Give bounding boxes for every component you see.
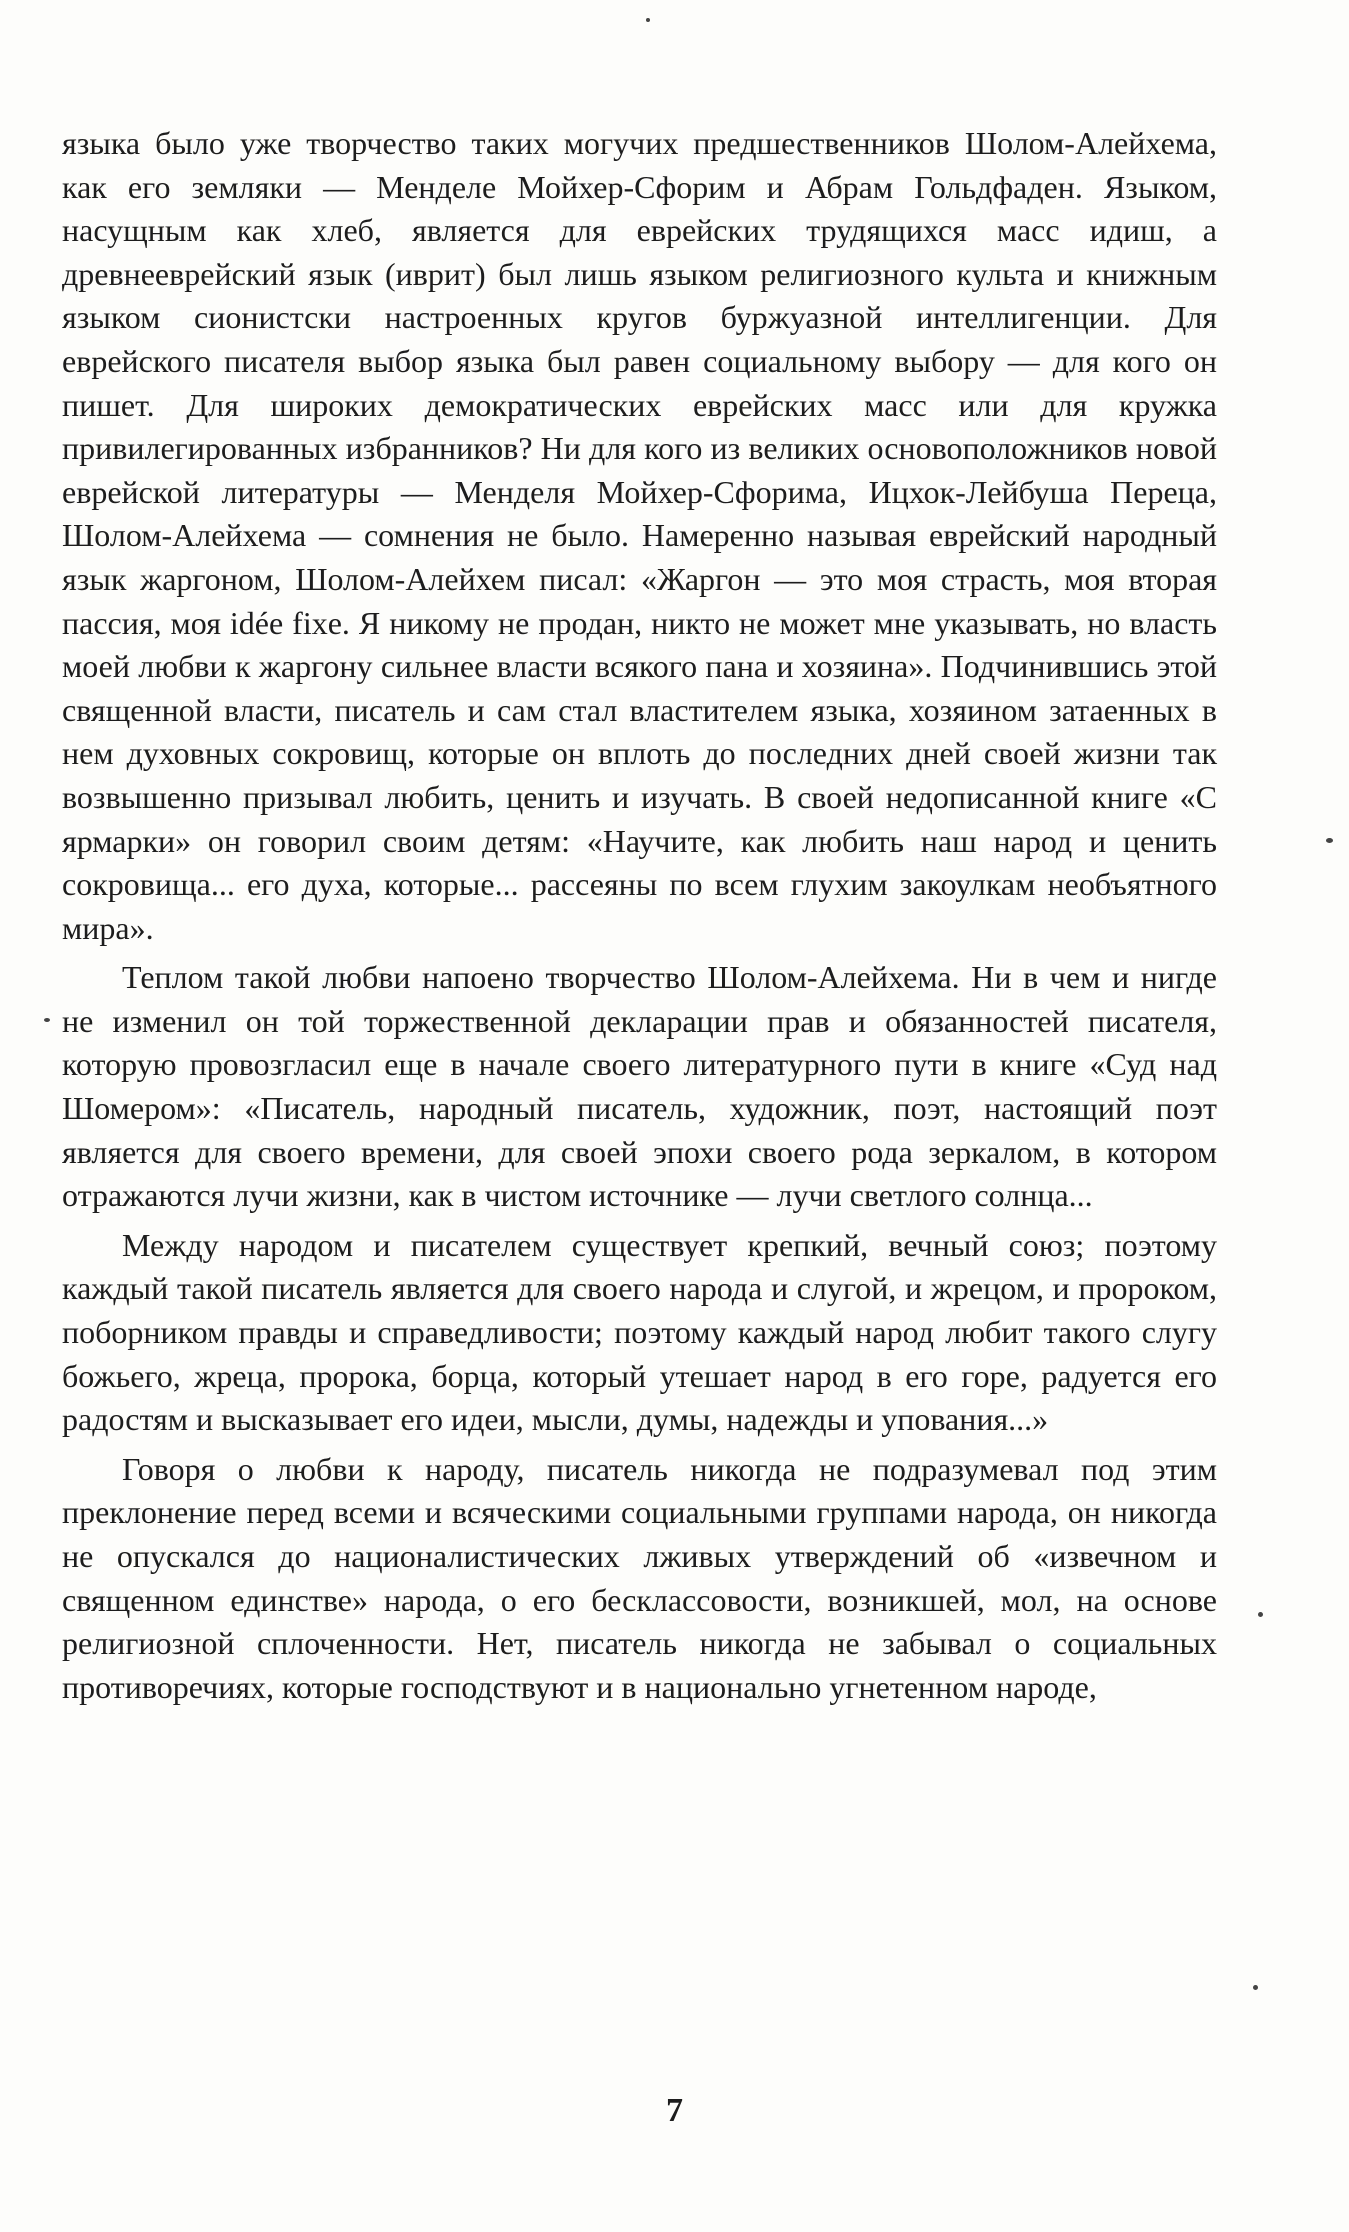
scan-speck bbox=[1326, 838, 1333, 843]
scan-speck bbox=[1253, 1985, 1258, 1990]
paragraph: Говоря о любви к народу, писатель никогда не подразумевал под этим преклонение перед всеми и всяческими социальными группами народа, он никогда не опускался до националистических лживых утверждений об «извечном и священном единстве» народа, о его бесклассовости, возникшей, мол, на основе религиозной сплоченности. Нет, писатель никогда не забывал о социальных противоречиях, которые господствуют и в национально угнетенном народе, bbox=[62, 1450, 1217, 1705]
page-number: 7 bbox=[666, 2092, 683, 2129]
paragraph: Между народом и писателем существует крепкий, вечный союз; поэтому каждый такой писатель является для своего народа и слугой, и жрецом, и пророком, поборником правды и справедливости; поэтому каждый народ любит такого слугу божьего, жреца, пророка, борца, который утешает народ в его горе, радуется его радостям и высказывает его идеи, мысли, думы, надежды и упования...» bbox=[62, 1226, 1217, 1438]
scan-speck bbox=[646, 18, 650, 22]
scan-speck bbox=[1258, 1612, 1263, 1617]
scan-speck bbox=[44, 1018, 50, 1022]
paragraph: Теплом такой любви напоено творчество Шолом-Алейхема. Ни в чем и нигде не изменил он той торжественной декларации прав и обязанностей писателя, которую провозгласил еще в начале своего литературного пути в книге «Суд над Шомером»: «Писатель, народный писатель, художник, поэт, настоящий поэт является для своего времени, для своей эпохи своего рода зеркалом, в котором отражаются лучи жизни, как в чистом источнике — лучи светлого солнца... bbox=[62, 959, 1217, 1214]
paragraph-continued: языка было уже творчество таких могучих предшественников Шолом-Алейхема, как его земляки — Менделе Мойхер-Сфорим и Абрам Гольдфаден. Языком, насущным как хлеб, является для еврейских трудящихся масс идиш, а древнееврейский язык (иврит) был лишь языком религиозного культа и книжным языком сионистски настроенных кругов буржуазной интеллигенции. Для еврейского писателя выбор языка был равен социальному выбору — для кого он пишет. Для широких демократических еврейских масс или для кружка привилегированных избранников? Ни для кого из великих основоположников новой еврейской литературы — Менделя Мойхер-Сфорима, Ицхок-Лейбуша Переца, Шолом-Алейхема — сомнения не было. Намеренно называя еврейский народный язык жаргоном, Шолом-Алейхем писал: «Жаргон — это моя страсть, моя вторая пассия, моя idée fixe. Я никому не продан, никто не может мне указывать, но власть моей любви к жаргону сильнее власти всякого пана и хозяина». Подчинившись этой священной власти, писатель и сам стал властителем языка, хозяином затаенных в нем духовных сокровищ, которые он вплоть до последних дней своей жизни так возвышенно призывал любить, ценить и изучать. В своей недописанной книге «С ярмарки» он говорил своим детям: «Научите, как любить наш народ и ценить сокровища... его духа, которые... рассеяны по всем глухим закоулкам необъятного мира». bbox=[62, 125, 1217, 946]
body-text bbox=[62, 122, 1217, 1709]
